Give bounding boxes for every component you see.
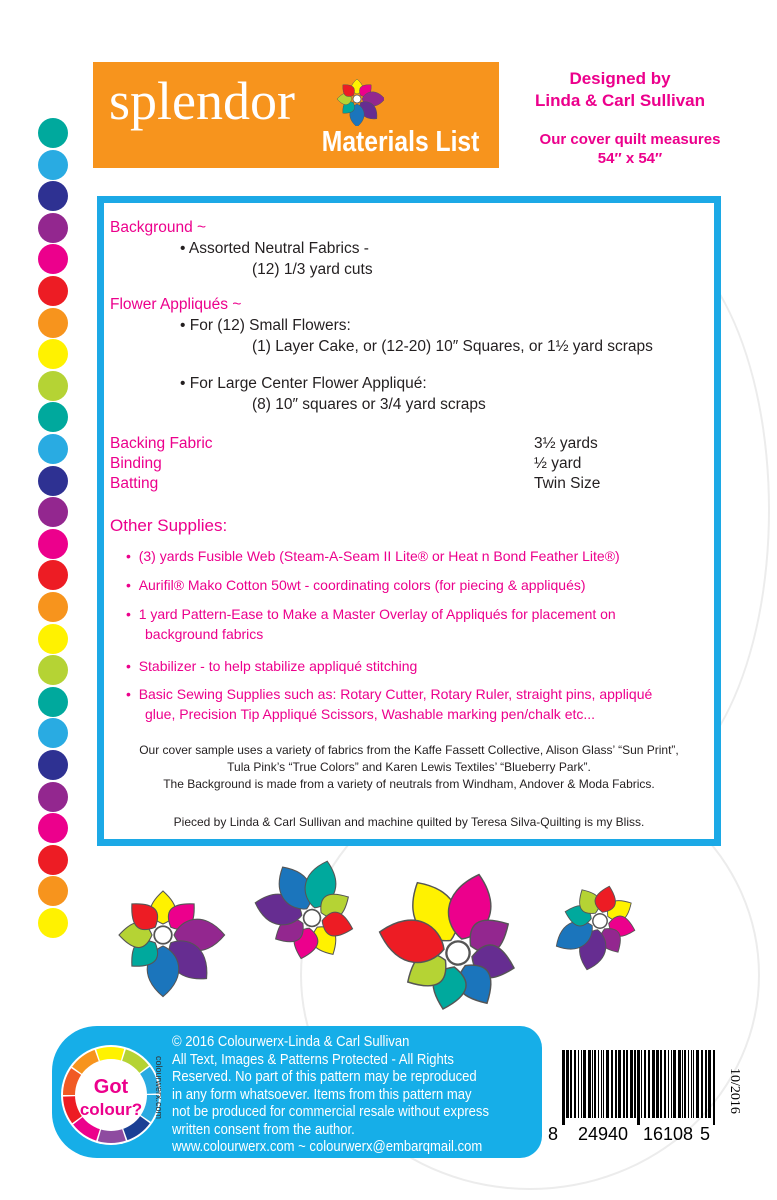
designed-by: Designed by (569, 69, 671, 88)
color-dot (38, 118, 68, 148)
badge-text-got: Got (93, 1076, 129, 1098)
batting-label: Batting (110, 475, 159, 492)
barcode-bar (581, 1050, 582, 1118)
barcode-bar (623, 1050, 625, 1118)
color-dot (38, 687, 68, 717)
copyright-line: written consent from the author. (172, 1121, 355, 1138)
color-dot (38, 813, 68, 843)
flower-illustrations (0, 850, 777, 1050)
color-dot (38, 402, 68, 432)
binding-label: Binding (110, 455, 162, 472)
barcode-bar (592, 1050, 593, 1118)
materials-list-heading: Materials List (321, 126, 479, 158)
color-dot (38, 181, 68, 211)
got-colour-badge (60, 1044, 162, 1146)
color-dot (38, 592, 68, 622)
barcode-bar (664, 1050, 666, 1118)
barcode-bar (611, 1050, 613, 1118)
color-dot (38, 150, 68, 180)
flower-logo-icon (330, 72, 384, 126)
copyright-line: All Text, Images & Patterns Protected - All Rights (172, 1051, 454, 1068)
large-flower-item: • For Large Center Flower Appliqué: (180, 375, 427, 392)
supply-item: Stabilizer - to help stabilize appliqué stitching (138, 658, 418, 674)
website-email[interactable]: www.colourwerx.com ~ colourwerx@embarqmail.com (172, 1139, 483, 1155)
supply-item-cont: background fabrics (145, 626, 264, 642)
print-date: 10/2016 (727, 1068, 742, 1114)
pattern-title: splendor (109, 71, 295, 131)
color-dot (38, 371, 68, 401)
barcode-digit: 8 (548, 1124, 559, 1144)
barcode-bar (603, 1050, 604, 1118)
barcode-digit: 5 (700, 1124, 711, 1144)
barcode-bar (570, 1050, 572, 1118)
large-flower-detail: (8) 10″ squares or 3/4 yard scraps (252, 396, 486, 413)
barcode-bar (641, 1050, 642, 1118)
barcode-bar (626, 1050, 628, 1118)
badge-url: colourwerx.com (154, 1056, 164, 1120)
barcode-bar (684, 1050, 686, 1118)
quilting-credit: Pieced by Linda & Carl Sullivan and machine quilted by Teresa Silva-Quilting is my Bliss. (173, 815, 645, 829)
barcode-digit: 24940 (578, 1124, 629, 1144)
barcode-bar (705, 1050, 707, 1118)
batting-value: Twin Size (534, 475, 601, 492)
flower-icon (119, 891, 225, 997)
supply-item: (3) yards Fusible Web (Steam-A-Seam II Lite® or Heat n Bond Feather Lite®) (138, 548, 620, 564)
color-dot (38, 308, 68, 338)
barcode-bar (583, 1050, 586, 1118)
barcode-bar (594, 1050, 596, 1118)
barcode-bar (618, 1050, 621, 1118)
barcode-bar (678, 1050, 681, 1118)
barcode-digit: 16108 (643, 1124, 694, 1144)
supply-item-cont: glue, Precision Tip Appliqué Scissors, Washable marking pen/chalk etc... (145, 706, 596, 722)
barcode-bar (671, 1050, 672, 1118)
flower-icon (237, 850, 378, 980)
measure-value: 54″ x 54″ (597, 150, 663, 167)
barcode-bar (566, 1050, 569, 1118)
color-dot (38, 718, 68, 748)
measure-label: Our cover quilt measures (539, 131, 721, 148)
backing-value: 3½ yards (534, 435, 598, 452)
barcode-bar (630, 1050, 633, 1118)
fabric-note: The Background is made from a variety of neutrals from Windham, Andover & Moda Fabrics. (163, 777, 655, 791)
backing-label: Backing Fabric (110, 435, 213, 452)
flower-heading: Flower Appliqués ~ (110, 296, 242, 313)
background-item: • Assorted Neutral Fabrics - (180, 240, 369, 257)
badge-text-colour: colour? (79, 1100, 143, 1119)
materials-box: Background ~ • Assorted Neutral Fabrics - (12) 1/3 yard cuts Flower Appliqués ~ • For (12) Small Flowers: (1) Layer Cake, or (12-20) 10″ Squares, or 1½ yard scraps • For Large Center Flower Appliqué: (8) 10″ squares or 3/4 yard scraps Backing Fabric 3½ yards Binding ½ yard Batting Twin Size Other Supplies: • (3) yards Fusible Web (Steam-A-Seam II Lite® or Heat n Bond Feather Lite®) • Aurifil® Mako Cotton 50wt - coordinating colors (for piecing & appliqués) • 1 yard Pattern-Ease to Make a Master Overlay of Appliqués for placement on background fabrics • Stabilizer - to help stabilize appliqué stitching • Basic Sewing Supplies such as: Rotary Cutter, Rotary Ruler, straight pins, appliqué glue, Precision Tip Appliqué Scissors, Washable marking pen/chalk etc... Our cover sample uses a variety of fabrics from the Kaffe Fassett Collective, Alison Glass’ “Sun Print”, Tula Pink’s “True Colors” and Karen Lewis Textiles’ “Blueberry Park”. The Background is made from a variety of neutrals from Windham, Andover & Moda Fabrics. Pieced by Linda & Carl Sullivan and machine quilted by Teresa Silva-Quilting is my Bliss. (97, 196, 721, 846)
barcode-bar (696, 1050, 699, 1118)
barcode-bar (578, 1050, 579, 1118)
barcode-bar (713, 1050, 715, 1125)
barcode-bar (660, 1050, 662, 1118)
color-dot (38, 213, 68, 243)
flower-icon (337, 79, 384, 126)
barcode-bar (656, 1050, 659, 1118)
barcode-bar (682, 1050, 683, 1118)
barcode (560, 1050, 720, 1125)
color-dot (38, 529, 68, 559)
supply-item: 1 yard Pattern-Ease to Make a Master Overlay of Appliqués for placement on (138, 606, 616, 622)
copyright-line: Reserved. No part of this pattern may be reproduced (172, 1069, 477, 1085)
barcode-bar (673, 1050, 676, 1118)
barcode-bar (588, 1050, 591, 1118)
barcode-bar (637, 1050, 640, 1125)
designer-names: Linda & Carl Sullivan (534, 91, 706, 110)
flower-icon (355, 850, 550, 1039)
color-dot (38, 560, 68, 590)
designer-credit (520, 68, 720, 112)
background-detail: (12) 1/3 yard cuts (252, 261, 373, 278)
small-flowers-detail: (1) Layer Cake, or (12-20) 10″ Squares, or 1½ yard scraps (252, 338, 653, 355)
title-banner (93, 62, 499, 168)
barcode-bar (693, 1050, 694, 1118)
barcode-bar (562, 1050, 565, 1125)
barcode-bar (634, 1050, 636, 1118)
color-dot (38, 655, 68, 685)
barcode-bar (644, 1050, 646, 1118)
background-heading: Background ~ (110, 219, 207, 236)
color-dot (38, 497, 68, 527)
color-dot (38, 750, 68, 780)
barcode-bar (688, 1050, 689, 1118)
barcode-bar (708, 1050, 711, 1118)
barcode-bar (615, 1050, 617, 1118)
barcode-bar (668, 1050, 669, 1118)
supply-item: Basic Sewing Supplies such as: Rotary Cutter, Rotary Ruler, straight pins, appliqué (138, 686, 653, 702)
barcode-bar (648, 1050, 650, 1118)
color-dot (38, 339, 68, 369)
barcode-bar (691, 1050, 692, 1118)
copyright-text (172, 1034, 489, 1157)
barcode-bar (601, 1050, 602, 1118)
barcode-bar (606, 1050, 609, 1118)
small-flowers-item: • For (12) Small Flowers: (180, 317, 351, 334)
other-supplies-heading: Other Supplies: (110, 516, 228, 535)
barcode-bar (574, 1050, 576, 1118)
barcode-bar (598, 1050, 599, 1118)
fabric-note: Our cover sample uses a variety of fabrics from the Kaffe Fassett Collective, Alison Glass’ “Sun Print”, (139, 743, 679, 757)
barcode-bar (701, 1050, 703, 1118)
copyright-line: not be produced for commercial resale without express (172, 1104, 489, 1120)
quilt-size (515, 130, 745, 168)
color-dot (38, 244, 68, 274)
copyright-banner (52, 1026, 542, 1158)
color-dot (38, 782, 68, 812)
binding-value: ½ yard (534, 455, 582, 472)
copyright-line: in any form whatsoever. Items from this pattern may (172, 1086, 472, 1103)
supply-item: Aurifil® Mako Cotton 50wt - coordinating colors (for piecing & appliqués) (138, 577, 586, 593)
copyright-line: © 2016 Colourwerx-Linda & Carl Sullivan (172, 1034, 410, 1050)
color-dot (38, 276, 68, 306)
fabric-note: Tula Pink’s “True Colors” and Karen Lewis Textiles’ “Blueberry Park”. (227, 760, 591, 774)
barcode-bar (652, 1050, 655, 1118)
color-dot (38, 624, 68, 654)
flower-icon (538, 872, 653, 985)
color-dot (38, 434, 68, 464)
color-dot (38, 466, 68, 496)
